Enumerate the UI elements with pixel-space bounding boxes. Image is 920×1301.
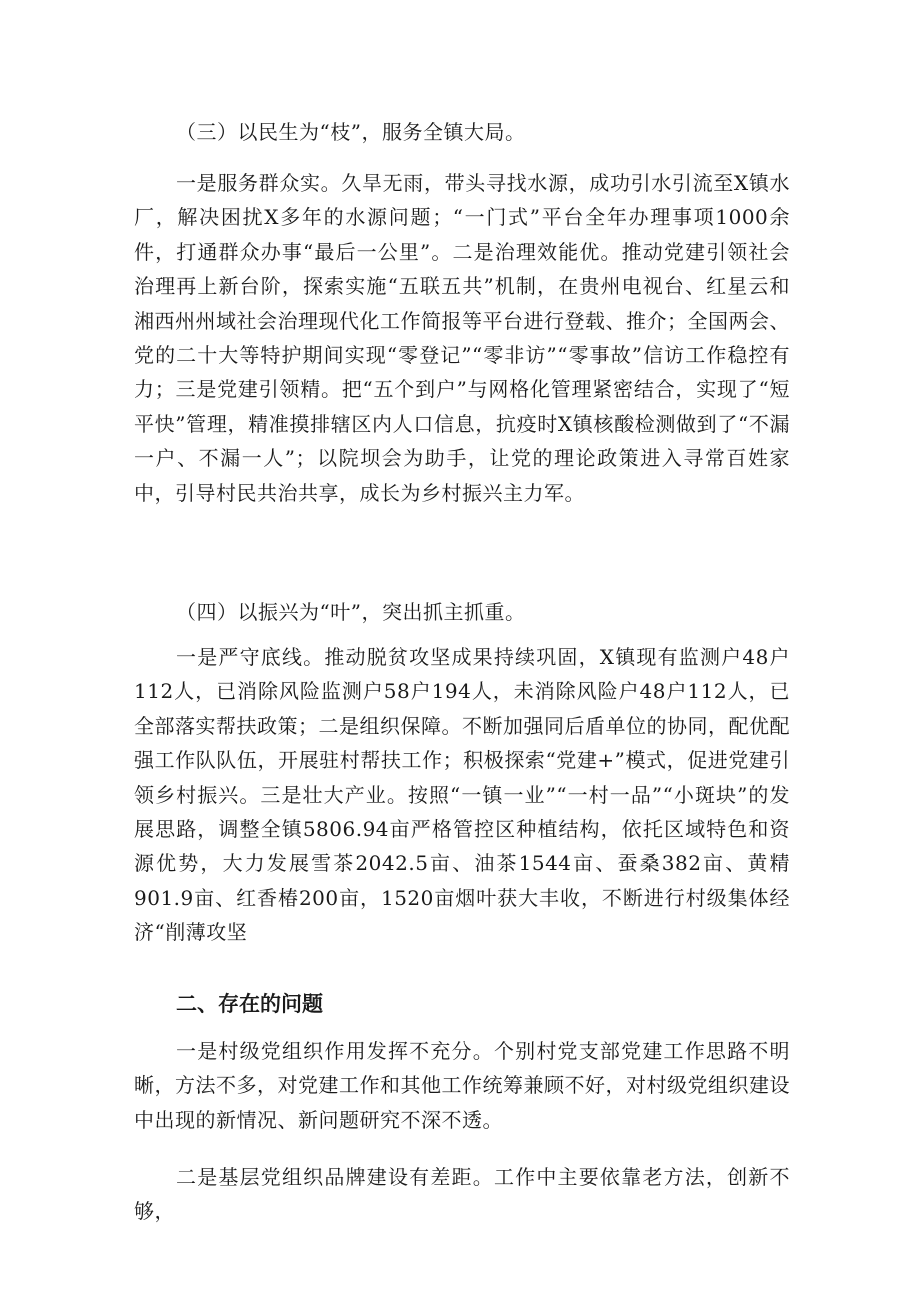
section-2-paragraph-2: 二是基层党组织品牌建设有差距。工作中主要依靠老方法，创新不够， <box>134 1165 790 1224</box>
section-2-heading: 二、存在的问题 <box>176 992 323 1016</box>
subsection-3-body: 一是服务群众实。久旱无雨，带头寻找水源，成功引水引流至X镇水厂，解决困扰X多年的水源问题；“一门式”平台全年办理事项1000余件，打通群众办事“最后一公里”。二是治理效能优。推动党建引领社会治理再上新台阶，探索实施“五联五共”机制，在贵州电视台、红星云和湘西州州域社会治理现代化工作简报等平台进行登载、推介；全国两会、党的二十大等特护期间实现“零登记”“零非访”“零事故”信访工作稳控有力；三是党建引领精。把“五个到户”与网格化管理紧密结合，实现了“短平快”管理，精准摸排辖区内人口信息，抗疫时X镇核酸检测做到了“不漏一户、不漏一人”；以院坝会为助手，让党的理论政策进入寻常百姓家中，引导村民共治共享，成长为乡村振兴主力军。 <box>134 171 790 505</box>
subsection-4-body: 一是严守底线。推动脱贫攻坚成果持续巩固，X镇现有监测户48户112人，已消除风险监测户58户194人，未消除风险户48户112人，已全部落实帮扶政策；二是组织保障。不断加强同后盾单位的协同，配优配强工作队队伍，开展驻村帮扶工作；积极探索“党建+”模式，促进党建引领乡村振兴。三是壮大产业。按照“一镇一业”“一村一品”“小斑块”的发展思路，调整全镇5806.94亩严格管控区种植结构，依托区域特色和资源优势，大力发展雪茶2042.5亩、油茶1544亩、蚕桑382亩、黄精901.9亩、红香椿200亩，1520亩烟叶获大丰收，不断进行村级集体经济“削薄攻坚 <box>134 645 790 945</box>
subsection-3-heading: （三）以民生为“枝”，服务全镇大局。 <box>176 120 526 144</box>
section-2-paragraph-1: 一是村级党组织作用发挥不充分。个别村党支部党建工作思路不明晰，方法不多，对党建工作和其他工作统筹兼顾不好，对村级党组织建设中出现的新情况、新问题研究不深不透。 <box>134 1039 790 1132</box>
subsection-4-heading: （四）以振兴为“叶”，突出抓主抓重。 <box>176 600 526 624</box>
